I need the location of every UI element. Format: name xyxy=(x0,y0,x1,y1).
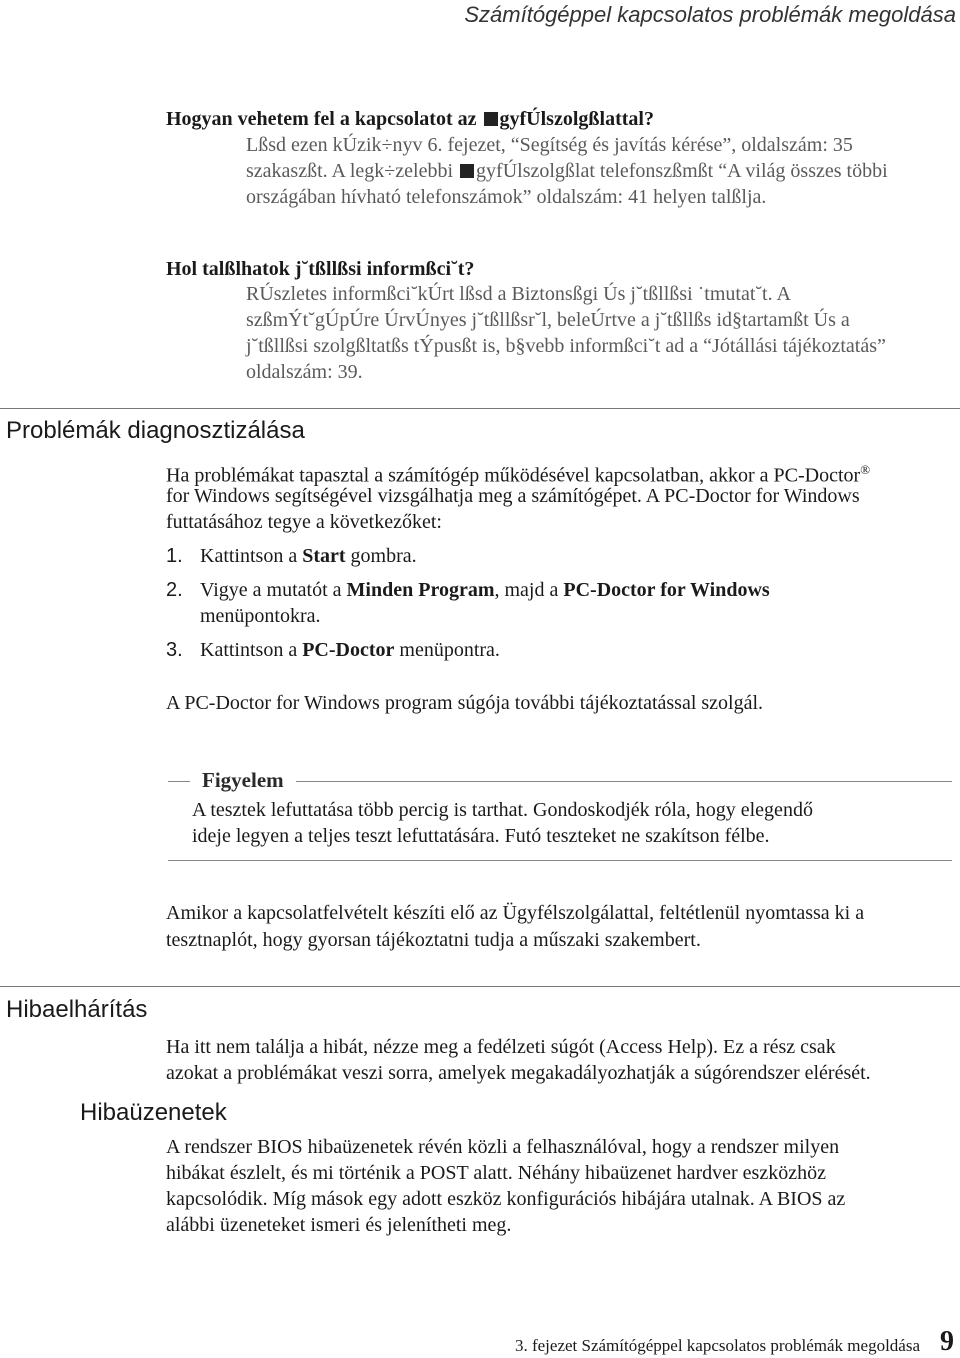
section-divider xyxy=(0,986,960,987)
diag-step-1 xyxy=(166,543,417,569)
diag-intro-line2: for Windows segítségével vizsgálhatja meg a számítógépet. A PC-Doctor for Windows xyxy=(166,485,860,507)
faq-answer-contact-line1: Lßsd ezen kÚzik÷nyv 6. fejezet, “Segítség és javítás kérése”, oldalszám: 35 xyxy=(246,134,853,156)
faq-answer-contact-line2-pre: szakaszßt. A legk÷zelebbi xyxy=(246,160,459,182)
step-text-post: gombra. xyxy=(345,545,417,567)
step-text xyxy=(200,637,500,663)
step-bold: Start xyxy=(302,545,346,567)
diag-intro-line3: futtatásához tegye a következőket: xyxy=(166,511,442,533)
note-line2: tesztnaplót, hogy gyorsan tájékoztatni tudja a műszaki szakembert. xyxy=(166,929,701,951)
section-divider xyxy=(0,408,960,409)
step-bold: PC-Doctor xyxy=(302,639,395,661)
page-number: 9 xyxy=(940,1326,954,1357)
diag-help-line: A PC-Doctor for Windows program súgója további tájékoztatással szolgál. xyxy=(166,692,764,714)
step-text xyxy=(200,543,417,569)
step-number: 1. xyxy=(166,545,183,567)
trouble-line1: Ha itt nem találja a hibát, nézze meg a fedélzeti súgót (Access Help). Ez a rész csak xyxy=(166,1036,836,1058)
faq-answer-contact-line2-post: gyfÚlszolgßlat telefonszßmßt “A világ összes többi xyxy=(476,160,888,182)
diag-step-3 xyxy=(166,637,500,663)
errors-line3: kapcsolódik. Míg mások egy adott eszköz konfigurációs hibájára utalnak. A BIOS az xyxy=(166,1188,846,1210)
attention-label: Figyelem xyxy=(190,768,296,793)
diag-step-2 xyxy=(166,577,770,603)
faq-answer-warranty-line3: j˘tßllßsi szolgßltatßs tÝpusßt is, b§vebb informßci˘t ad a “Jótállási tájékoztatás” xyxy=(246,335,886,357)
trouble-line2: azokat a problémákat veszi sorra, amelyek megakadályozhatják a súgórendszer elérését. xyxy=(166,1062,871,1084)
errors-line2: hibákat észlelt, és mi történik a POST alatt. Néhány hibaüzenet hardver eszközhöz xyxy=(166,1162,826,1184)
section-heading-diagnostics: Problémák diagnosztizálása xyxy=(6,417,305,444)
step-bold-2: PC-Doctor for Windows xyxy=(563,579,770,601)
faq-question-warranty: Hol talßlhatok j˘tßllßsi informßci˘t? xyxy=(166,258,475,280)
step-bold: Minden Program xyxy=(346,579,495,601)
section-heading-troubleshooting: Hibaelhárítás xyxy=(6,996,148,1023)
footer-chapter: 3. fejezet Számítógéppel kapcsolatos problémák megoldása xyxy=(514,1336,920,1355)
step-number: 2. xyxy=(166,579,183,601)
diag-intro-line1-text: Ha problémákat tapasztal a számítógép működésével kapcsolatban, akkor a PC-Doctor xyxy=(166,464,861,487)
diag-step-2-cont: menüpontokra. xyxy=(200,605,321,627)
subsection-heading-error-messages: Hibaüzenetek xyxy=(80,1099,227,1126)
errors-line4: alábbi üzeneteket ismeri és jelenítheti meg. xyxy=(166,1214,512,1236)
step-number: 3. xyxy=(166,639,183,661)
faq-question-contact-post: gyfÚlszolgßlattal? xyxy=(499,108,654,130)
attention-line2: ideje legyen a teljes teszt lefuttatására. Futó teszteket ne szakítson félbe. xyxy=(192,825,770,847)
faq-answer-contact-line3: országában hívható telefonszámok” oldalszám: 41 helyen talßlja. xyxy=(246,186,767,208)
registered-mark: ® xyxy=(860,462,871,477)
running-header: Számítógéppel kapcsolatos problémák megoldása xyxy=(464,2,956,27)
step-text-post: menüpontra. xyxy=(394,639,500,661)
errors-line1: A rendszer BIOS hibaüzenetek révén közli a felhasználóval, hogy a rendszer milyen xyxy=(166,1136,840,1158)
step-text xyxy=(200,577,770,603)
missing-glyph-icon xyxy=(484,112,498,126)
attention-line1: A tesztek lefuttatása több percig is tarthat. Gondoskodjék róla, hogy elegendő xyxy=(192,799,813,821)
note-line1: Amikor a kapcsolatfelvételt készíti elő az Ügyfélszolgálattal, feltétlenül nyomtassa ki a xyxy=(166,902,865,924)
step-text-pre: Kattintson a xyxy=(200,545,303,567)
missing-glyph-icon xyxy=(460,164,474,178)
faq-answer-warranty-line2: szßmÝt˘gÚpÚre ÚrvÚnyes j˘tßllßsr˘l, beleÚrtve a j˘tßllßs id§tartamßt Ús a xyxy=(246,309,850,331)
step-text-pre: Vigye a mutatót a xyxy=(200,579,347,601)
faq-question-contact-pre: Hogyan vehetem fel a kapcsolatot az xyxy=(166,108,482,130)
step-text-mid: , majd a xyxy=(494,579,564,601)
faq-answer-warranty-line1: RÚszletes informßci˘kÚrt lßsd a Biztonsßgi Ús j˘tßllßsi ˙tmutat˘t. A xyxy=(246,283,791,305)
faq-answer-warranty-line4: oldalszám: 39. xyxy=(246,361,363,383)
faq-question-contact xyxy=(166,106,654,132)
step-text-pre: Kattintson a xyxy=(200,639,303,661)
faq-answer-contact-line2 xyxy=(246,158,888,184)
